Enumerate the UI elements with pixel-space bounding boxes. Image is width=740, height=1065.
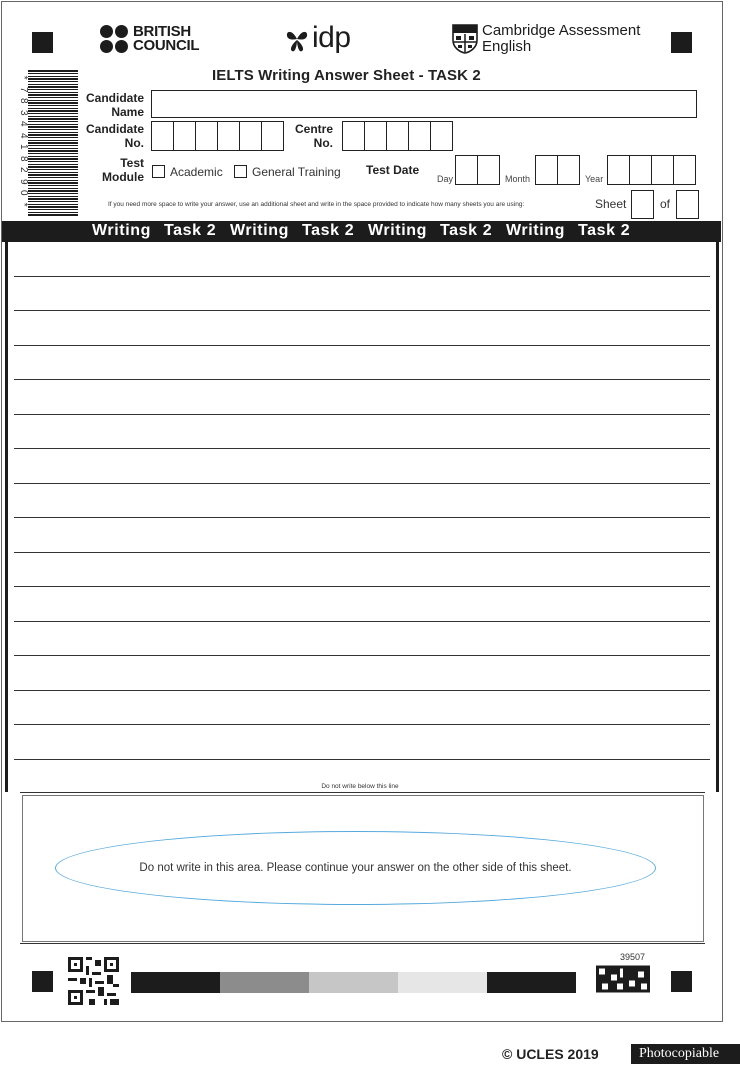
idp-logo [284,21,354,55]
barcode-digit: 8 [17,155,29,162]
year-field[interactable] [607,155,695,185]
sheet-title: IELTS Writing Answer Sheet - TASK 2 [212,67,481,84]
barcode-digit: 8 [17,97,29,104]
copyright: © UCLES 2019 [502,1046,599,1062]
do-not-write-below-note: Do not write below this line [321,783,399,790]
calibration-strip-light-gray [398,972,487,993]
writing-line [14,552,710,553]
year-label: Year [585,174,604,184]
banner-text: Task 2 [440,222,493,239]
candidate-name-label-line2: Name [111,105,144,119]
cambridge-line2: English [482,38,532,55]
writing-line [14,586,710,587]
centre-no-cell[interactable] [430,121,453,151]
banner-text: Writing [230,222,290,239]
writing-line [14,759,710,760]
writing-line [14,517,710,518]
corner-mark-top-left [32,32,53,53]
sheet-number-field[interactable] [631,190,654,219]
day-cell[interactable] [477,155,500,185]
writing-line [14,379,710,380]
candidate-no-label-line1: Candidate [85,122,144,136]
of-label: of [660,197,671,211]
british-council-logo [100,25,210,55]
barcode-digit: 1 [17,143,29,150]
day-field[interactable] [455,155,499,185]
barcode-digit: 9 [17,178,29,185]
idp-leaf-icon [284,27,310,53]
banner-text: Writing [92,222,152,239]
general-training-label: General Training [252,165,341,179]
writing-line [14,724,710,725]
day-label: Day [437,174,454,184]
calibration-strip-black [131,972,220,993]
month-label: Month [505,174,531,184]
barcode-digit: 0 [17,189,29,196]
bottom-divider [20,943,705,944]
year-cell[interactable] [607,155,630,185]
day-cell[interactable] [455,155,478,185]
calibration-strip-dark-gray [220,972,309,993]
writing-area-right-border [716,242,719,792]
barcode-digits [18,72,28,210]
candidate-no-cell[interactable] [151,121,174,151]
form-code: 39507 [620,952,646,962]
british-council-line2: COUNCIL [133,37,200,54]
corner-mark-bottom-right [671,971,692,992]
form-code-pattern-icon [596,965,650,993]
corner-mark-bottom-left [32,971,53,992]
cambridge-line1: Cambridge Assessment [482,22,641,39]
month-cell[interactable] [535,155,558,185]
idp-wordmark: idp [312,21,351,54]
writing-line [14,621,710,622]
extra-sheet-note: If you need more space to write your answer, use an additional sheet and write in the space provided to indicate how many sheets you are using: [108,201,525,208]
qr-code-icon [68,957,119,1005]
test-module-label-line1: Test [120,156,144,170]
do-not-write-line [20,792,705,793]
test-module-label [78,156,144,184]
academic-label: Academic [170,165,223,179]
month-field[interactable] [535,155,579,185]
candidate-no-cell[interactable] [195,121,218,151]
year-cell[interactable] [651,155,674,185]
barcode-digit: 7 [17,86,29,93]
general-training-checkbox[interactable] [234,165,247,178]
barcode-digit: 3 [17,109,29,116]
month-cell[interactable] [557,155,580,185]
candidate-name-label-line1: Candidate [85,91,144,105]
test-date-label: Test Date [366,163,420,177]
banner-text: Writing [506,222,566,239]
banner-text: Task 2 [302,222,355,239]
writing-line [14,310,710,311]
test-module-label-line2: Module [102,170,144,184]
centre-no-field[interactable] [342,121,452,151]
candidate-no-cell[interactable] [173,121,196,151]
academic-checkbox[interactable] [152,165,165,178]
writing-line [14,483,710,484]
centre-no-cell[interactable] [408,121,431,151]
sheet-total-field[interactable] [676,190,699,219]
candidate-no-label-line2: No. [124,136,144,150]
photocopiable-badge: Photocopiable [631,1044,740,1064]
sheet-label: Sheet [595,197,627,211]
year-cell[interactable] [629,155,652,185]
candidate-no-label [78,122,144,150]
cambridge-shield-icon [452,24,478,54]
barcode-digit: * [17,75,29,80]
banner-text: Writing [368,222,428,239]
year-cell[interactable] [673,155,696,185]
corner-mark-top-right [671,32,692,53]
centre-no-label-line2: No. [313,136,333,150]
calibration-strip-black-2 [487,972,576,993]
centre-no-label-line1: Centre [294,122,333,136]
centre-no-cell[interactable] [364,121,387,151]
candidate-no-field[interactable] [151,121,283,151]
centre-no-label [288,122,333,150]
writing-line [14,690,710,691]
candidate-name-field[interactable] [151,90,697,118]
candidate-name-label [78,91,144,119]
writing-line [14,276,710,277]
candidate-no-cell[interactable] [239,121,262,151]
barcode-digit: 2 [17,166,29,173]
restricted-area-message: Do not write in this area. Please continue your answer on the other side of this sheet. [139,862,572,874]
writing-task-banner [2,221,721,242]
barcode-digit: 4 [17,120,29,127]
writing-line [14,448,710,449]
centre-no-cell[interactable] [342,121,365,151]
writing-line [14,655,710,656]
barcode-digit: 4 [17,132,29,139]
barcode-digit: * [17,202,29,207]
centre-no-cell[interactable] [386,121,409,151]
candidate-no-cell[interactable] [261,121,284,151]
banner-text: Task 2 [578,222,631,239]
writing-line [14,345,710,346]
writing-area-left-border [5,242,8,792]
writing-line [14,414,710,415]
calibration-strip-gray [309,972,398,993]
banner-text: Task 2 [164,222,217,239]
british-council-dots-icon [100,25,130,55]
british-council-line1: BRITISH [133,23,191,40]
sheet-barcode [28,70,78,217]
candidate-no-cell[interactable] [217,121,240,151]
cambridge-logo [452,23,642,55]
